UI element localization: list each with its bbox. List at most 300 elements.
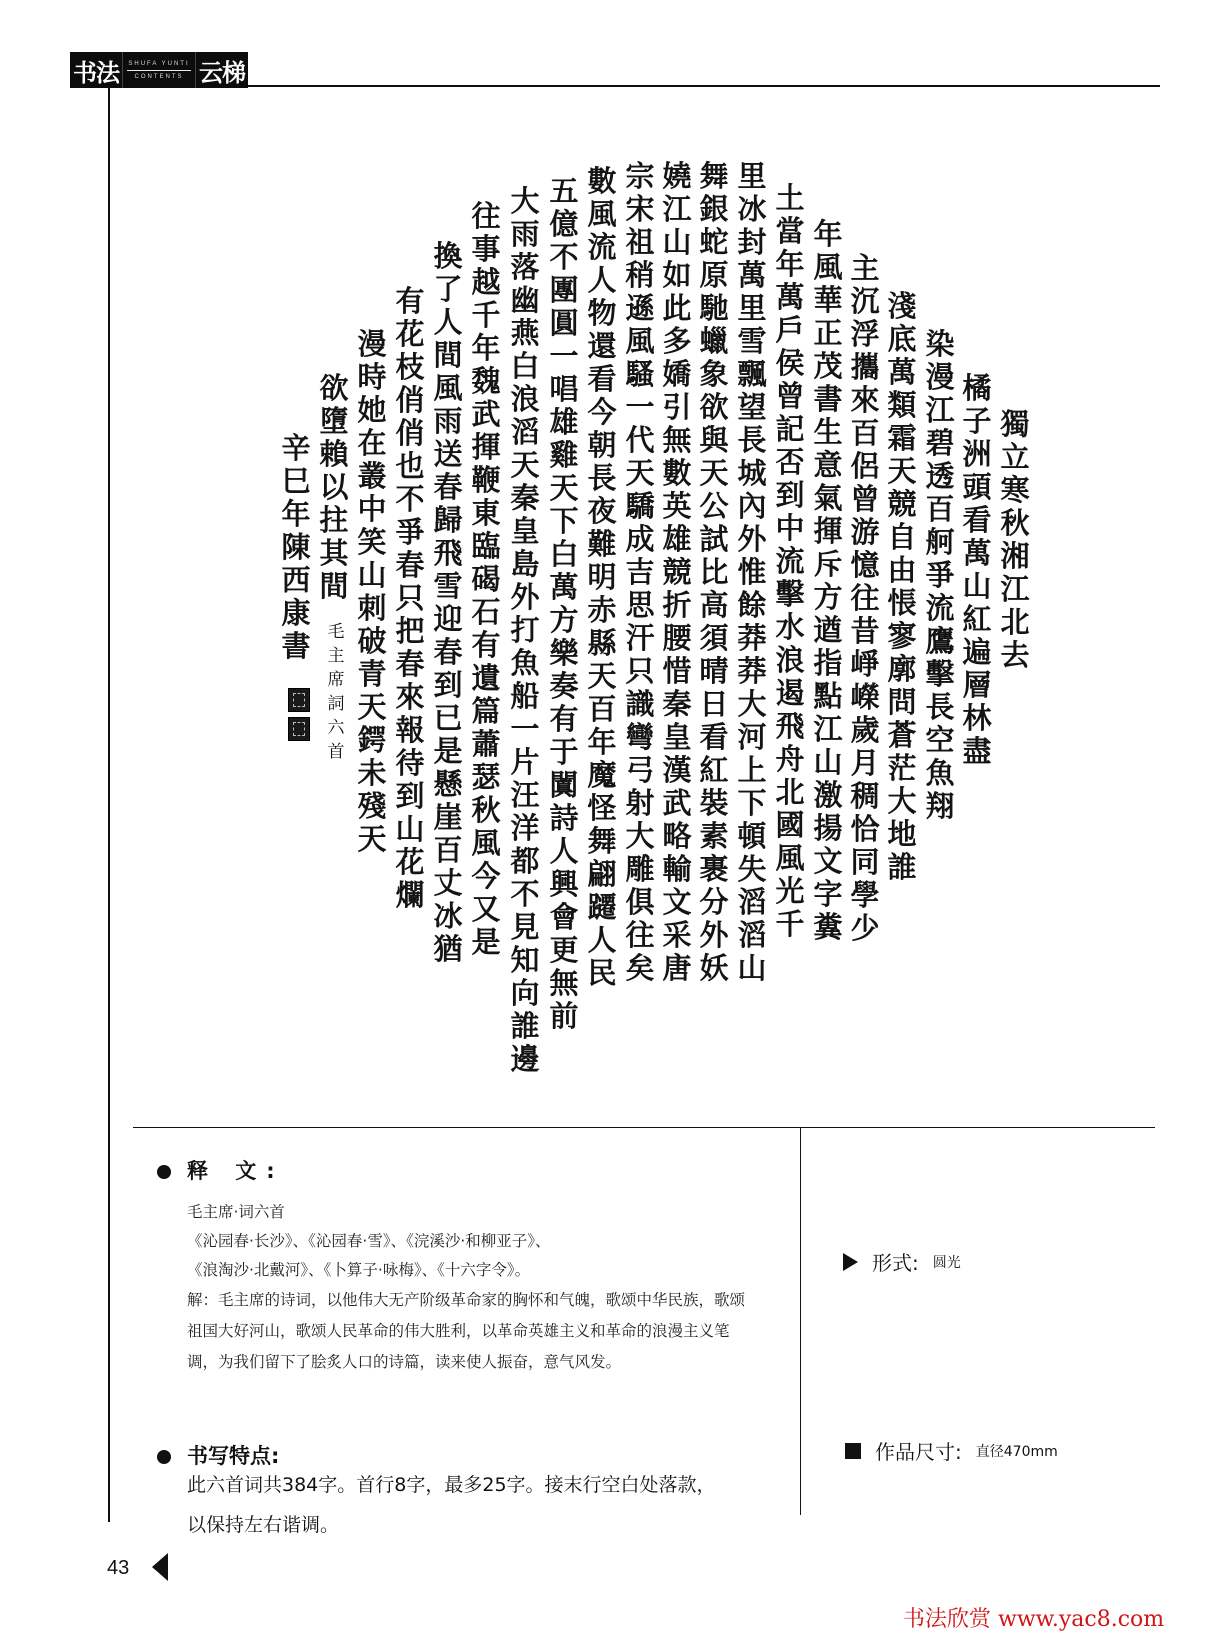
calligraphy-character: 皇 xyxy=(662,720,692,754)
calligraphy-character: 風 xyxy=(471,826,501,860)
calligraphy-character: 時 xyxy=(357,360,387,394)
calligraphy-character: 腰 xyxy=(662,621,692,655)
calligraphy-character: 俱 xyxy=(625,885,655,919)
calligraphy-character: 里 xyxy=(737,159,767,193)
calligraphy-character: 長 xyxy=(737,423,767,457)
calligraphy-character: 嬌 xyxy=(662,357,692,391)
calligraphy-character: 子 xyxy=(962,404,992,438)
calligraphy-character: 封 xyxy=(737,225,767,259)
calligraphy-character: 是 xyxy=(471,925,501,959)
calligraphy-character: 年 xyxy=(775,247,805,281)
calligraphy-character: 憶 xyxy=(850,548,880,582)
calligraphy-character: 雨 xyxy=(510,217,540,251)
annotation-works-line-2: 《浪淘沙·北戴河》、《卜算子·咏梅》、《十六字令》。 xyxy=(187,1261,531,1279)
size-label: 作品尺寸: xyxy=(875,1440,962,1464)
calligraphy-character: 不 xyxy=(510,877,540,911)
calligraphy-character: 夜 xyxy=(587,494,617,528)
calligraphy-character: 今 xyxy=(587,395,617,429)
calligraphy-character: 千 xyxy=(471,298,501,332)
page-number: 43 xyxy=(107,1557,130,1579)
calligraphy-character: 頭 xyxy=(962,470,992,504)
calligraphy-character: 土 xyxy=(775,181,805,215)
calligraphy-character: 以 xyxy=(319,470,349,504)
calligraphy-character: 大 xyxy=(887,784,917,818)
calligraphy-character: 民 xyxy=(587,956,617,990)
calligraphy-character: 難 xyxy=(587,527,617,561)
calligraphy-character: 裝 xyxy=(699,786,729,820)
calligraphy-character: 看 xyxy=(587,362,617,396)
calligraphy-character: 略 xyxy=(662,819,692,853)
calligraphy-character: 同 xyxy=(850,845,880,879)
calligraphy-character: 天 xyxy=(587,659,617,693)
calligraphy-character: 臨 xyxy=(471,529,501,563)
calligraphy-character: 流 xyxy=(925,591,955,625)
calligraphy-character: 魔 xyxy=(587,758,617,792)
calligraphy-character: 山 xyxy=(813,745,843,779)
form-value: 圆光 xyxy=(932,1254,961,1271)
calligraphy-character: 長 xyxy=(587,461,617,495)
calligraphy-character: 遜 xyxy=(625,291,655,325)
calligraphy-character: 英 xyxy=(662,489,692,523)
calligraphy-character: 華 xyxy=(813,283,843,317)
calligraphy-character: 與 xyxy=(699,423,729,457)
calligraphy-character: 思 xyxy=(625,588,655,622)
calligraphy-column xyxy=(620,160,660,985)
calligraphy-character: 邊 xyxy=(510,1042,540,1076)
calligraphy-character: 樂 xyxy=(549,636,579,670)
calligraphy-character: 比 xyxy=(699,555,729,589)
calligraphy-character: 學 xyxy=(850,878,880,912)
calligraphy-character: 前 xyxy=(549,999,579,1033)
calligraphy-character: 月 xyxy=(850,746,880,780)
calligraphy-character: 書 xyxy=(813,382,843,416)
calligraphy-character: 還 xyxy=(587,329,617,363)
calligraphy-character: 幽 xyxy=(510,283,540,317)
calligraphy-character: 也 xyxy=(395,449,425,483)
calligraphy-character: 河 xyxy=(737,720,767,754)
calligraphy-character: 萬 xyxy=(549,570,579,604)
calligraphy-character: 意 xyxy=(813,448,843,482)
calligraphy-column xyxy=(466,200,506,959)
calligraphy-character: 沉 xyxy=(850,284,880,318)
calligraphy-column xyxy=(544,175,584,1033)
calligraphy-character: 否 xyxy=(775,445,805,479)
calligraphy-character: 殘 xyxy=(357,789,387,823)
calligraphy-character: 舞 xyxy=(587,824,617,858)
calligraphy-character: 橘 xyxy=(962,371,992,405)
calligraphy-character: 滔 xyxy=(737,885,767,919)
calligraphy-character: 裹 xyxy=(699,852,729,886)
calligraphy-character: 擊 xyxy=(925,657,955,691)
calligraphy-character: 千 xyxy=(775,907,805,941)
calligraphy-character: 江 xyxy=(813,712,843,746)
calligraphy-character: 外 xyxy=(737,522,767,556)
calligraphy-character: 向 xyxy=(510,976,540,1010)
seal-stamp-icon xyxy=(288,688,310,712)
calligraphy-character: 立 xyxy=(1000,440,1030,474)
calligraphy-character: 大 xyxy=(625,819,655,853)
calligraphy-character: 弓 xyxy=(625,753,655,787)
calligraphy-character: 侯 xyxy=(775,346,805,380)
calligraphy-character: 中 xyxy=(357,492,387,526)
calligraphy-character: 更 xyxy=(549,933,579,967)
calligraphy-character: 鍔 xyxy=(357,723,387,757)
calligraphy-character: 打 xyxy=(510,613,540,647)
calligraphy-character: 百 xyxy=(587,692,617,726)
calligraphy-character: 島 xyxy=(510,547,540,581)
calligraphy-character: 風 xyxy=(433,371,463,405)
calligraphy-character: 地 xyxy=(887,817,917,851)
calligraphy-character: 騷 xyxy=(625,357,655,391)
calligraphy-character: 白 xyxy=(510,349,540,383)
calligraphy-character: 百 xyxy=(433,833,463,867)
calligraphy-character: 天 xyxy=(357,690,387,724)
inscription-character: 詞 xyxy=(327,694,345,714)
section-divider xyxy=(133,1127,1155,1128)
calligraphy-character: 雞 xyxy=(549,438,579,472)
calligraphy-character: 年 xyxy=(587,725,617,759)
calligraphy-character: 悵 xyxy=(887,586,917,620)
calligraphy-character: 知 xyxy=(510,943,540,977)
calligraphy-character: 晴 xyxy=(699,654,729,688)
calligraphy-character: 雪 xyxy=(433,569,463,603)
calligraphy-character: 城 xyxy=(737,456,767,490)
calligraphy-character: 未 xyxy=(357,756,387,790)
calligraphy-character: 染 xyxy=(925,327,955,361)
calligraphy-character: 字 xyxy=(813,877,843,911)
calligraphy-column xyxy=(694,160,734,985)
calligraphy-character: 又 xyxy=(471,892,501,926)
calligraphy-character: 層 xyxy=(962,668,992,702)
calligraphy-character: 書 xyxy=(281,629,311,663)
calligraphy-character: 戶 xyxy=(775,313,805,347)
calligraphy-character: 稍 xyxy=(625,258,655,292)
calligraphy-character: 長 xyxy=(925,690,955,724)
calligraphy-character: 透 xyxy=(925,459,955,493)
calligraphy-character: 淺 xyxy=(887,289,917,323)
calligraphy-character: 武 xyxy=(662,786,692,820)
calligraphy-character: 氣 xyxy=(813,481,843,515)
calligraphy-character: 成 xyxy=(625,522,655,556)
annotation-explanation: 解：毛主席的诗词，以他伟大无产阶级革命家的胸怀和气魄，歌颂中华民族，歌颂祖国大好河山，歌颂人民革命的伟大胜利，以革命英雄主义和革命的浪漫主义笔调，为我们留下了脍炙人口的诗篇，读来使人振奋，意气风发。 xyxy=(187,1291,746,1371)
calligraphy-character: 山 xyxy=(662,225,692,259)
calligraphy-column xyxy=(845,252,885,945)
triangle-left-icon xyxy=(152,1553,168,1581)
calligraphy-character: 待 xyxy=(395,746,425,780)
calligraphy-character: 雨 xyxy=(433,404,463,438)
calligraphy-character: 看 xyxy=(699,720,729,754)
calligraphy-character: 一 xyxy=(625,390,655,424)
calligraphy-column xyxy=(314,372,354,603)
calligraphy-character: 昔 xyxy=(850,614,880,648)
calligraphy-character: 萬 xyxy=(775,280,805,314)
calligraphy-character: 寥 xyxy=(887,619,917,653)
calligraphy-character: 叢 xyxy=(357,459,387,493)
calligraphy-character: 其 xyxy=(319,536,349,570)
calligraphy-character: 今 xyxy=(471,859,501,893)
calligraphy-character: 由 xyxy=(887,553,917,587)
calligraphy-character: 紅 xyxy=(699,753,729,787)
calligraphy-character: 瑟 xyxy=(471,760,501,794)
calligraphy-character: 公 xyxy=(699,489,729,523)
calligraphy-character: 正 xyxy=(813,316,843,350)
calligraphy-character: 滔 xyxy=(737,918,767,952)
calligraphy-character: 見 xyxy=(510,910,540,944)
calligraphy-character: 秋 xyxy=(1000,506,1030,540)
calligraphy-character: 人 xyxy=(433,305,463,339)
calligraphy-character: 翩 xyxy=(587,857,617,891)
bullet-icon xyxy=(157,1165,171,1179)
calligraphy-character: 白 xyxy=(549,537,579,571)
calligraphy-character: 懸 xyxy=(433,767,463,801)
calligraphy-character: 人 xyxy=(587,263,617,297)
calligraphy-character: 茫 xyxy=(887,751,917,785)
calligraphy-character: 一 xyxy=(510,712,540,746)
calligraphy-character: 有 xyxy=(549,702,579,736)
bullet-icon xyxy=(157,1450,171,1464)
annotation-title-line: 毛主席·词六首 xyxy=(187,1203,285,1221)
calligraphy-character: 競 xyxy=(887,487,917,521)
calligraphy-character: 上 xyxy=(737,753,767,787)
calligraphy-character: 闐 xyxy=(549,768,579,802)
calligraphy-character: 鷹 xyxy=(925,624,955,658)
calligraphy-character: 在 xyxy=(357,426,387,460)
calligraphy-character: 拄 xyxy=(319,503,349,537)
calligraphy-character: 風 xyxy=(813,250,843,284)
calligraphy-character: 蕭 xyxy=(471,727,501,761)
calligraphy-character: 冰 xyxy=(433,899,463,933)
calligraphy-character: 識 xyxy=(625,687,655,721)
calligraphy-character: 生 xyxy=(813,415,843,449)
calligraphy-character: 送 xyxy=(433,437,463,471)
calligraphy-character: 數 xyxy=(587,164,617,198)
calligraphy-character: 雪 xyxy=(737,324,767,358)
calligraphy-character: 曾 xyxy=(850,482,880,516)
calligraphy-character: 春 xyxy=(395,548,425,582)
calligraphy-character: 飛 xyxy=(433,536,463,570)
calligraphy-character: 惜 xyxy=(662,654,692,688)
calligraphy-column xyxy=(995,408,1035,672)
logo-english-top: SHUFA YUNTI xyxy=(128,60,190,67)
calligraphy-character: 武 xyxy=(471,397,501,431)
calligraphy-character: 風 xyxy=(775,841,805,875)
calligraphy-column xyxy=(882,290,922,884)
calligraphy-character: 有 xyxy=(471,628,501,662)
calligraphy-character: 天 xyxy=(699,456,729,490)
features-text: 此六首词共384字。首行8字，最多25字。接末行空白处落款，以保持左右谐调。 xyxy=(187,1474,716,1536)
square-icon xyxy=(845,1443,861,1459)
calligraphy-character: 明 xyxy=(587,560,617,594)
calligraphy-character: 滔 xyxy=(510,415,540,449)
calligraphy-character: 秦 xyxy=(510,481,540,515)
calligraphy-character: 方 xyxy=(813,580,843,614)
calligraphy-character: 冰 xyxy=(737,192,767,226)
calligraphy-character: 賴 xyxy=(319,437,349,471)
inscription-character: 主 xyxy=(327,646,345,666)
calligraphy-character: 糞 xyxy=(813,910,843,944)
calligraphy-character: 怪 xyxy=(587,791,617,825)
calligraphy-character: 失 xyxy=(737,852,767,886)
calligraphy-column xyxy=(428,240,468,966)
calligraphy-character: 主 xyxy=(850,251,880,285)
calligraphy-character: 盡 xyxy=(962,734,992,768)
calligraphy-column xyxy=(920,328,960,823)
calligraphy-character: 國 xyxy=(775,808,805,842)
calligraphy-character: 不 xyxy=(549,240,579,274)
calligraphy-character: 歸 xyxy=(433,503,463,537)
calligraphy-character: 天 xyxy=(510,448,540,482)
calligraphy-character: 餘 xyxy=(737,588,767,622)
calligraphy-character: 花 xyxy=(395,845,425,879)
calligraphy-character: 興 xyxy=(549,867,579,901)
calligraphy-character: 有 xyxy=(395,284,425,318)
calligraphy-character: 舟 xyxy=(775,742,805,776)
calligraphy-character: 到 xyxy=(433,668,463,702)
calligraphy-character: 侶 xyxy=(850,449,880,483)
annotation-works-line-1: 《沁园春·长沙》、《沁园春·雪》、《浣溪沙·和柳亚子》、 xyxy=(187,1232,551,1250)
calligraphy-character: 百 xyxy=(925,492,955,526)
calligraphy-character: 把 xyxy=(395,614,425,648)
calligraphy-character: 鞭 xyxy=(471,463,501,497)
inscription-character: 首 xyxy=(327,742,345,762)
calligraphy-character: 飛 xyxy=(775,709,805,743)
calligraphy-character: 人 xyxy=(549,834,579,868)
calligraphy-character: 舞 xyxy=(699,159,729,193)
calligraphy-character: 萬 xyxy=(887,355,917,389)
calligraphy-character: 廓 xyxy=(887,652,917,686)
calligraphy-character: 漫 xyxy=(357,327,387,361)
calligraphy-character: 誰 xyxy=(887,850,917,884)
calligraphy-column xyxy=(276,432,316,663)
calligraphy-character: 指 xyxy=(813,646,843,680)
calligraphy-character: 斥 xyxy=(813,547,843,581)
calligraphy-character: 只 xyxy=(625,654,655,688)
calligraphy-character: 只 xyxy=(395,581,425,615)
calligraphy-character: 莽 xyxy=(737,621,767,655)
calligraphy-character: 天 xyxy=(549,471,579,505)
calligraphy-character: 引 xyxy=(662,390,692,424)
calligraphy-character: 碣 xyxy=(471,562,501,596)
calligraphy-character: 擊 xyxy=(775,577,805,611)
calligraphy-character: 蒼 xyxy=(887,718,917,752)
calligraphy-character: 浮 xyxy=(850,317,880,351)
calligraphy-character: 一 xyxy=(549,339,579,373)
calligraphy-character: 江 xyxy=(662,192,692,226)
calligraphy-character: 歲 xyxy=(850,713,880,747)
calligraphy-character: 去 xyxy=(1000,638,1030,672)
calligraphy-character: 嬈 xyxy=(662,159,692,193)
calligraphy-character: 船 xyxy=(510,679,540,713)
calligraphy-character: 雕 xyxy=(625,852,655,886)
calligraphy-character: 遏 xyxy=(775,676,805,710)
calligraphy-character: 花 xyxy=(395,317,425,351)
calligraphy-character: 枝 xyxy=(395,350,425,384)
calligraphy-character: 大 xyxy=(737,687,767,721)
calligraphy-character: 報 xyxy=(395,713,425,747)
calligraphy-character: 俏 xyxy=(395,416,425,450)
calligraphy-character: 不 xyxy=(395,482,425,516)
calligraphy-character: 象 xyxy=(699,357,729,391)
calligraphy-character: 此 xyxy=(662,291,692,325)
calligraphy-character: 蠟 xyxy=(699,324,729,358)
calligraphy-character: 揮 xyxy=(813,514,843,548)
calligraphy-character: 魚 xyxy=(510,646,540,680)
calligraphy-character: 已 xyxy=(433,701,463,735)
calligraphy-character: 頓 xyxy=(737,819,767,853)
calligraphy-character: 茂 xyxy=(813,349,843,383)
calligraphy-character: 湘 xyxy=(1000,539,1030,573)
calligraphy-character: 里 xyxy=(737,291,767,325)
calligraphy-character: 銀 xyxy=(699,192,729,226)
calligraphy-character: 春 xyxy=(395,647,425,681)
calligraphy-character: 春 xyxy=(433,470,463,504)
calligraphy-character: 舸 xyxy=(925,525,955,559)
calligraphy-character: 高 xyxy=(699,588,729,622)
calligraphy-character: 折 xyxy=(662,588,692,622)
calligraphy-character: 辛 xyxy=(281,431,311,465)
calligraphy-character: 數 xyxy=(662,456,692,490)
calligraphy-character: 流 xyxy=(775,544,805,578)
calligraphy-character: 惟 xyxy=(737,555,767,589)
calligraphy-character: 下 xyxy=(737,786,767,820)
calligraphy-character: 漢 xyxy=(662,753,692,787)
calligraphy-character: 落 xyxy=(510,250,540,284)
calligraphy-character: 會 xyxy=(549,900,579,934)
calligraphy-character: 了 xyxy=(433,272,463,306)
calligraphy-character: 飄 xyxy=(737,357,767,391)
calligraphy-character: 洋 xyxy=(510,811,540,845)
size-row xyxy=(845,1436,1058,1465)
inscription xyxy=(324,620,348,764)
calligraphy-character: 射 xyxy=(625,786,655,820)
inscription-character: 毛 xyxy=(327,622,345,642)
calligraphy-character: 欲 xyxy=(319,371,349,405)
calligraphy-column xyxy=(582,165,622,990)
calligraphy-character: 笑 xyxy=(357,525,387,559)
calligraphy-character: 團 xyxy=(549,273,579,307)
calligraphy-character: 游 xyxy=(850,515,880,549)
calligraphy-character: 大 xyxy=(510,184,540,218)
calligraphy-character: 采 xyxy=(662,918,692,952)
calligraphy-column xyxy=(957,372,997,768)
logo-left-text: 书法 xyxy=(73,58,119,87)
calligraphy-character: 破 xyxy=(357,624,387,658)
calligraphy-character: 詩 xyxy=(549,801,579,835)
calligraphy-column xyxy=(390,285,430,912)
calligraphy-character: 矣 xyxy=(625,951,655,985)
logo-right-text: 云梯 xyxy=(199,58,245,87)
calligraphy-character: 吉 xyxy=(625,555,655,589)
column-divider xyxy=(800,1127,801,1515)
calligraphy-character: 風 xyxy=(625,324,655,358)
calligraphy-character: 人 xyxy=(587,923,617,957)
calligraphy-character: 往 xyxy=(625,918,655,952)
calligraphy-character: 北 xyxy=(775,775,805,809)
calligraphy-character: 誰 xyxy=(510,1009,540,1043)
calligraphy-character: 刺 xyxy=(357,591,387,625)
calligraphy-column xyxy=(505,185,545,1076)
calligraphy-character: 換 xyxy=(433,239,463,273)
size-value: 直径470mm xyxy=(975,1443,1058,1460)
calligraphy-character: 崢 xyxy=(850,647,880,681)
calligraphy-character: 江 xyxy=(925,393,955,427)
calligraphy-character: 少 xyxy=(850,911,880,945)
calligraphy-character: 物 xyxy=(587,296,617,330)
form-row xyxy=(843,1247,961,1276)
calligraphy-character: 問 xyxy=(887,685,917,719)
calligraphy-character: 山 xyxy=(357,558,387,592)
calligraphy-character: 丈 xyxy=(433,866,463,900)
